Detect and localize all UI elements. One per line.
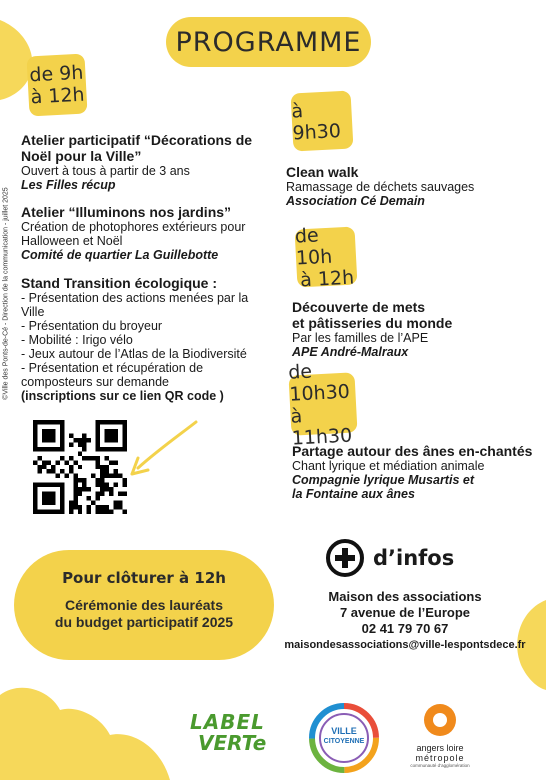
closing-ceremony-pill <box>14 550 274 660</box>
closing-heading: Pour clôturer à 12h <box>62 569 226 587</box>
decor-blob-bottom-left <box>0 675 180 780</box>
info-heading: d’infos <box>373 546 455 570</box>
time-badge-10h-12h: de 10h à 12h <box>295 226 358 287</box>
phone-number[interactable]: 02 41 79 70 67 <box>361 621 449 636</box>
activity-decouverte: Découverte de mets et pâtisseries du monde Par les familles de l’APE APE André-Malraux <box>292 299 453 359</box>
qr-code[interactable] <box>33 420 127 514</box>
qr-instructions: (inscriptions sur ce lien QR code ) <box>21 389 224 403</box>
credit-vertical: ©Ville des Ponts-de-Cé - Direction de la communication - juillet 2025 <box>2 187 10 400</box>
programme-title-pill <box>166 17 371 67</box>
ville-citoyenne-logo: VILLE CITOYENNE <box>308 702 380 774</box>
closing-text: Cérémonie des lauréats du budget participatif 2025 <box>54 597 234 630</box>
arrow-icon <box>128 418 200 478</box>
time-badge-9h-12h: de 9h à 12h <box>26 54 87 117</box>
info-contact: Maison des associations 7 avenue de l’Europe 02 41 79 70 67 maisondesassociations@ville-lespontsdece.fr <box>270 589 540 653</box>
info-header <box>325 536 454 580</box>
page-title: PROGRAMME <box>175 26 362 58</box>
angers-circle-icon <box>422 702 458 738</box>
activity-transition: Stand Transition écologique : - Présentation des actions menées par la Ville - Présentation du broyeur - Mobilité : Irigo vélo - Jeux autour de l’Atlas de la Biodiversité - Présentation et récupération de composteurs sur demande (inscriptions sur ce lien QR code ) <box>21 275 269 403</box>
label-verte-logo: LABEL VERTe <box>190 710 267 755</box>
time-badge-10h30-11h30: de 10h30 à 11h30 <box>288 372 357 435</box>
plus-circle-icon <box>325 538 365 578</box>
activity-clean-walk: Clean walk Ramassage de déchets sauvages Association Cé Demain <box>286 164 475 208</box>
angers-loire-metropole-logo: angers loire métropole communauté d’agglomération <box>404 702 476 769</box>
time-badge-9h30: à 9h30 <box>291 90 354 151</box>
activity-decorations: Atelier participatif “Décorations de Noël pour la Ville” Ouvert à tous à partir de 3 ans Les Filles récup <box>21 132 253 192</box>
activity-illuminons: Atelier “Illuminons nos jardins” Création de photophores extérieurs pour Halloween et Noël Comité de quartier La Guillebotte <box>21 204 246 262</box>
email-link[interactable]: maisondesassociations@ville-lespontsdece.fr <box>284 639 526 651</box>
left-column <box>21 132 269 403</box>
activity-anes: Partage autour des ânes en-chantés Chant lyrique et médiation animale Compagnie lyrique Musartis et la Fontaine aux ânes <box>292 443 533 501</box>
